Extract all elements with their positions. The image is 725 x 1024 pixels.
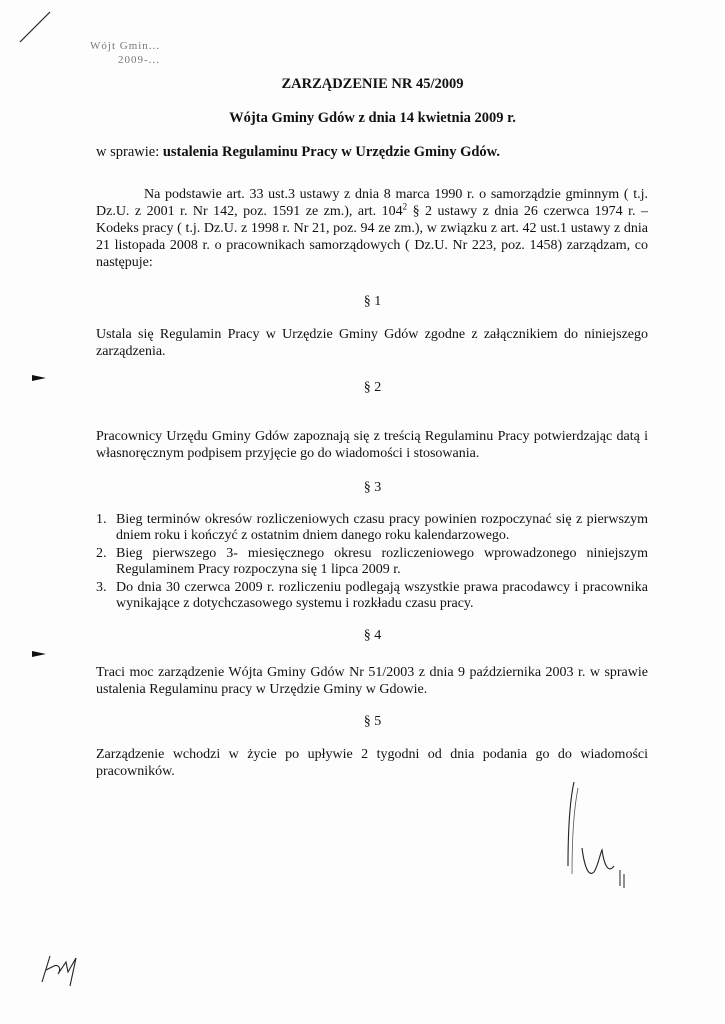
list-item-text: Bieg terminów okresów rozliczeniowych czasu pracy powinien rozpoczynać się z pierwszym dniem roku i kończyć z ostatnim dniem danego roku kalendarzowego. (116, 512, 648, 543)
list-item (96, 546, 648, 578)
preamble-part-1: Na podstawie art. 33 ust.3 ustawy z dnia 8 marca 1990 r. o samorządzie gminnym ( t.j. Dz.U. z 2001 r. Nr 142, poz. 1591 ze zm.), art. 104 (96, 187, 648, 219)
section-3-list (96, 512, 648, 612)
document-subtitle: Wójta Gminy Gdów z dnia 14 kwietnia 2009 r. (229, 110, 516, 126)
document-subject (96, 144, 500, 161)
preamble-superscript: 2 (402, 201, 408, 212)
section-2-text: Pracownicy Urzędu Gminy Gdów zapoznają się z treścią Regulaminu Pracy potwierdzając datą i własnoręcznym podpisem przyjęcie go do wiadomości i stosowania. (96, 429, 648, 461)
section-1-text: Ustala się Regulamin Pracy w Urzędzie Gminy Gdów zgodne z załącznikiem do niniejszego zarządzenia. (96, 327, 648, 359)
section-1-heading: § 1 (363, 294, 382, 309)
list-item-number: 2. (96, 546, 107, 561)
stamp-line-1: Wójt Gmin... (90, 40, 161, 52)
section-5-text: Zarządzenie wchodzi w życie po upływie 2 tygodni od dnia podania go do wiadomości pracowników. (96, 747, 648, 779)
list-item-number: 3. (96, 580, 107, 595)
section-2-heading: § 2 (363, 380, 382, 395)
section-5-heading: § 5 (363, 714, 382, 729)
margin-mark-upper (30, 372, 50, 384)
preamble-part-2: § 2 ustawy z dnia 26 czerwca 1974 r. – Kodeks pracy ( t.j. Dz.U. z 1998 r. Nr 21, poz. 94 ze zm.), w związku z art. 42 ust.1 ustawy z dnia 21 listopada 2008 r. o pracownikach samorządowych ( Dz.U. Nr 223, poz. 1458) zarządzam, co następuje: (96, 204, 649, 270)
margin-mark-lower (30, 648, 50, 660)
list-item (96, 580, 648, 612)
pen-mark-top-left (14, 8, 54, 48)
subject-text: ustalenia Regulaminu Pracy w Urzędzie Gminy Gdów. (162, 144, 500, 160)
subject-prefix: w sprawie: (96, 144, 160, 160)
stamp-line-2: 2009-... (118, 54, 160, 66)
section-4-text: Traci moc zarządzenie Wójta Gminy Gdów Nr 51/2003 z dnia 9 października 2003 r. w sprawie ustalenia Regulaminu pracy w Urzędzie Gminy w Gdowie. (96, 665, 648, 697)
list-item-number: 1. (96, 512, 107, 527)
list-item-text: Bieg pierwszego 3- miesięcznego okresu rozliczeniowego wprowadzonego niniejszym Regulaminem Pracy rozpoczyna się 1 lipca 2009 r. (116, 546, 648, 577)
section-4-heading: § 4 (363, 628, 382, 643)
list-item-text: Do dnia 30 czerwca 2009 r. rozliczeniu podlegają wszystkie prawa pracodawcy i pracownika wynikające z dotychczasowego systemu i rozkładu czasu pracy. (116, 580, 648, 611)
document-title: ZARZĄDZENIE NR 45/2009 (281, 76, 464, 92)
registry-stamp (90, 40, 160, 66)
signature (548, 770, 648, 900)
section-3-heading: § 3 (363, 480, 382, 495)
preamble (96, 186, 648, 271)
initials-mark (28, 946, 88, 996)
list-item (96, 512, 648, 544)
